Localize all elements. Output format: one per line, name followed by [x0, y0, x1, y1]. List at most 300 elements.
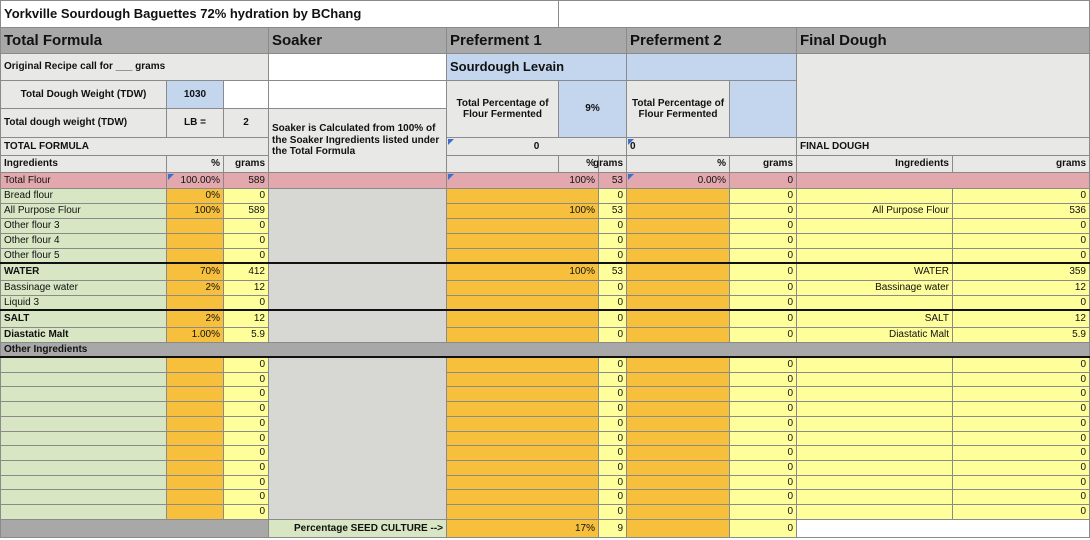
ingredient-grams[interactable]	[223, 327, 269, 343]
pf2-total-flour-pct[interactable]	[626, 172, 730, 189]
pf2-ingredient-pct[interactable]	[626, 327, 730, 343]
fd-other-grams[interactable]	[952, 372, 1090, 387]
tdw-lb-value-text: 2	[243, 117, 249, 129]
ingredient-label	[0, 327, 167, 343]
fd-other-label[interactable]	[796, 460, 953, 476]
pf1-ingredient-grams-text: 0	[617, 297, 623, 309]
pf2-other-pct[interactable]	[626, 372, 730, 387]
fd-hdr-ingredients	[796, 155, 953, 173]
other-ingredient-pct[interactable]	[166, 475, 224, 490]
fd-other-label[interactable]	[796, 386, 953, 402]
other-ingredient-label[interactable]	[0, 475, 167, 490]
pf2-other-grams[interactable]	[729, 386, 797, 402]
ingredient-pct[interactable]	[166, 203, 224, 219]
pf2-ingredient-grams-text: 0	[787, 190, 793, 202]
tdw-lb-unit-text: LB =	[184, 117, 206, 129]
pf1-other-grams[interactable]	[598, 401, 627, 417]
soaker-blank-b[interactable]	[268, 80, 447, 109]
other-ingredients-label-text: Other Ingredients	[4, 344, 88, 356]
pf2-other-grams-text: 0	[787, 432, 793, 444]
fd-other-label[interactable]	[796, 431, 953, 446]
ingredient-grams-text: 12	[253, 313, 265, 325]
hdr-grams	[223, 155, 269, 173]
total-flour-grams-text: 589	[248, 174, 265, 186]
fd-ingredient-label	[796, 203, 953, 219]
pf1-ingredient-grams[interactable]	[598, 218, 627, 234]
fd-hdr-grams-text: grams	[1055, 158, 1086, 170]
ingredient-label	[0, 263, 167, 281]
pf1-other-pct[interactable]	[446, 445, 599, 461]
fd-other-grams[interactable]	[952, 460, 1090, 476]
seed-culture-grams-text: 9	[617, 522, 623, 534]
pf1-other-pct[interactable]	[446, 401, 599, 417]
other-ingredient-label[interactable]	[0, 460, 167, 476]
other-ingredient-label[interactable]	[0, 357, 167, 373]
pf1-ingredient-pct[interactable]	[446, 327, 599, 343]
section-preferment-1[interactable]	[446, 27, 627, 54]
total-flour-grams[interactable]	[223, 172, 269, 189]
section-soaker[interactable]	[268, 27, 447, 54]
pf2-other-grams-text: 0	[787, 476, 793, 488]
pf1-other-grams[interactable]	[598, 504, 627, 520]
soaker-body[interactable]	[268, 188, 447, 358]
pf1-other-grams[interactable]	[598, 416, 627, 432]
soaker-note	[268, 108, 447, 173]
pf2-ingredient-grams[interactable]	[729, 280, 797, 296]
pf2-other-grams-text: 0	[787, 462, 793, 474]
pf1-ingredient-pct[interactable]	[446, 280, 599, 296]
fd-other-grams-text: 0	[1080, 403, 1086, 415]
ingredient-label-text: All Purpose Flour	[4, 205, 81, 217]
section-final-dough[interactable]	[796, 27, 1090, 54]
total-flour-pct[interactable]	[166, 172, 224, 189]
other-ingredient-pct[interactable]	[166, 357, 224, 373]
fd-other-label[interactable]	[796, 357, 953, 373]
other-ingredient-pct[interactable]	[166, 372, 224, 387]
pf1-other-pct[interactable]	[446, 372, 599, 387]
ingredient-grams[interactable]	[223, 280, 269, 296]
pf2-other-grams-text: 0	[787, 373, 793, 385]
pf2-ingredient-pct[interactable]	[626, 310, 730, 328]
pf1-other-grams-text: 0	[617, 432, 623, 444]
other-ingredient-pct[interactable]	[166, 416, 224, 432]
section-final-dough-text: Final Dough	[800, 31, 887, 49]
pf2-ingredient-grams[interactable]	[729, 233, 797, 249]
pf1-total-flour-pct[interactable]	[446, 172, 599, 189]
other-ingredient-label[interactable]	[0, 416, 167, 432]
pf1-ingredient-grams-text: 0	[617, 190, 623, 202]
pf2-ingredient-pct[interactable]	[626, 218, 730, 234]
pf2-other-pct[interactable]	[626, 386, 730, 402]
fd-other-grams-text: 0	[1080, 418, 1086, 430]
fd-ingredient-label	[796, 310, 953, 328]
other-ingredient-pct[interactable]	[166, 401, 224, 417]
pf2-other-pct[interactable]	[626, 401, 730, 417]
tdw-lb-value[interactable]	[223, 108, 269, 138]
other-ingredient-grams[interactable]	[223, 386, 269, 402]
pf1-ingredient-pct[interactable]	[446, 263, 599, 281]
other-ingredient-grams-text: 0	[259, 403, 265, 415]
tdw-input-text: 1030	[183, 88, 207, 100]
pf2-other-grams[interactable]	[729, 416, 797, 432]
pf2-hdr-pct	[626, 155, 730, 173]
other-ingredient-label[interactable]	[0, 504, 167, 520]
pf2-other-grams[interactable]	[729, 445, 797, 461]
pf2-ingredient-grams-text: 0	[787, 220, 793, 232]
pf1-ingredient-grams-text: 0	[617, 329, 623, 341]
fd-ingredient-grams[interactable]	[952, 263, 1090, 281]
pf1-other-grams[interactable]	[598, 386, 627, 402]
ingredient-label	[0, 188, 167, 204]
other-ingredient-pct[interactable]	[166, 445, 224, 461]
fd-other-grams-text: 0	[1080, 373, 1086, 385]
pf1-other-pct[interactable]	[446, 357, 599, 373]
pf2-other-pct[interactable]	[626, 489, 730, 505]
fd-other-grams-text: 0	[1080, 476, 1086, 488]
pf2-ingredient-pct[interactable]	[626, 233, 730, 249]
fd-other-grams[interactable]	[952, 386, 1090, 402]
pf1-other-grams-text: 0	[617, 403, 623, 415]
pf2-other-grams-text: 0	[787, 359, 793, 371]
other-ingredient-grams-text: 0	[259, 359, 265, 371]
pf2-ingredient-grams[interactable]	[729, 310, 797, 328]
fd-other-grams[interactable]	[952, 475, 1090, 490]
pf2-other-pct[interactable]	[626, 460, 730, 476]
fd-other-grams[interactable]	[952, 357, 1090, 373]
section-total-formula[interactable]	[0, 27, 269, 54]
pf2-other-pct[interactable]	[626, 475, 730, 490]
fd-other-label[interactable]	[796, 401, 953, 417]
tdw-label	[0, 80, 167, 109]
pf1-other-grams[interactable]	[598, 460, 627, 476]
other-ingredient-grams[interactable]	[223, 475, 269, 490]
pf1-ingredient-pct[interactable]	[446, 233, 599, 249]
pf2-ingredient-grams[interactable]	[729, 203, 797, 219]
other-ingredient-label[interactable]	[0, 386, 167, 402]
fd-other-label[interactable]	[796, 504, 953, 520]
pf1-ingredient-grams[interactable]	[598, 280, 627, 296]
fd-hdr-ingredients-text: Ingredients	[895, 158, 949, 170]
other-ingredient-grams[interactable]	[223, 372, 269, 387]
fd-ingredient-grams-text: 0	[1080, 250, 1086, 262]
fd-ingredient-grams[interactable]	[952, 233, 1090, 249]
pf2-ingredient-grams[interactable]	[729, 327, 797, 343]
sourdough-levain-label[interactable]	[446, 53, 627, 81]
pf2-ingredient-grams[interactable]	[729, 263, 797, 281]
pf1-ingredient-grams[interactable]	[598, 233, 627, 249]
pf1-total-pct-input[interactable]	[558, 80, 627, 138]
pf2-total-pct-input[interactable]	[729, 80, 797, 138]
other-ingredient-grams[interactable]	[223, 445, 269, 461]
pf2-ingredient-grams-text: 0	[787, 282, 793, 294]
pf2-ingredient-grams-text: 0	[787, 266, 793, 278]
pf1-ingredient-grams[interactable]	[598, 327, 627, 343]
ingredient-pct[interactable]	[166, 310, 224, 328]
ingredient-label-text: Bassinage water	[4, 282, 78, 294]
seed-culture-label-text: Percentage SEED CULTURE -->	[293, 522, 443, 534]
fd-ingredient-label	[796, 327, 953, 343]
pf2-other-grams[interactable]	[729, 401, 797, 417]
other-ingredient-pct[interactable]	[166, 504, 224, 520]
pf2-total-flour-grams[interactable]	[729, 172, 797, 189]
hdr-pct	[166, 155, 224, 173]
fd-ingredient-label-text: Bassinage water	[875, 282, 949, 294]
pf1-other-grams-text: 0	[617, 491, 623, 503]
other-ingredient-grams[interactable]	[223, 401, 269, 417]
section-preferment-2[interactable]	[626, 27, 797, 54]
ingredient-grams-text: 12	[253, 282, 265, 294]
fd-ingredient-label-text: All Purpose Flour	[872, 205, 949, 217]
ingredient-grams[interactable]	[223, 233, 269, 249]
fd-ingredient-label	[796, 188, 953, 204]
tdw-blank[interactable]	[223, 80, 269, 109]
other-ingredient-pct[interactable]	[166, 489, 224, 505]
ingredient-pct[interactable]	[166, 233, 224, 249]
pf1-other-pct[interactable]	[446, 489, 599, 505]
comment-indicator-icon	[168, 174, 174, 180]
ingredient-pct[interactable]	[166, 188, 224, 204]
pf2-ingredient-grams-text: 0	[787, 297, 793, 309]
pf1-ingredient-grams[interactable]	[598, 263, 627, 281]
pf2-ingredient-grams-text: 0	[787, 250, 793, 262]
fd-ingredient-label-text: WATER	[914, 266, 949, 278]
pf1-other-grams[interactable]	[598, 372, 627, 387]
fd-other-label[interactable]	[796, 416, 953, 432]
fd-other-grams[interactable]	[952, 445, 1090, 461]
tdw-input[interactable]	[166, 80, 224, 109]
other-ingredient-grams[interactable]	[223, 416, 269, 432]
ingredient-pct[interactable]	[166, 263, 224, 281]
ingredient-grams[interactable]	[223, 218, 269, 234]
fd-hdr-grams	[952, 155, 1090, 173]
section-total-formula-text: Total Formula	[4, 31, 103, 49]
pf1-other-pct[interactable]	[446, 460, 599, 476]
pf2-other-grams[interactable]	[729, 431, 797, 446]
pf2-other-pct[interactable]	[626, 357, 730, 373]
pf1-ingredient-grams-text: 53	[611, 205, 623, 217]
soaker-total-flour[interactable]	[268, 172, 447, 189]
other-ingredient-label[interactable]	[0, 445, 167, 461]
ingredient-grams-text: 0	[259, 190, 265, 202]
fd-ingredient-grams-text: 12	[1074, 313, 1086, 325]
pf1-other-grams-text: 0	[617, 388, 623, 400]
pf2-ingredient-pct[interactable]	[626, 203, 730, 219]
ingredient-grams[interactable]	[223, 310, 269, 328]
pf2-seed-grams-text: 0	[787, 522, 793, 534]
original-recipe-label[interactable]	[0, 53, 269, 81]
other-ingredient-grams[interactable]	[223, 460, 269, 476]
ingredient-label	[0, 310, 167, 328]
fd-other-grams-text: 0	[1080, 447, 1086, 459]
blank-title-right[interactable]	[558, 0, 1090, 28]
other-ingredient-pct[interactable]	[166, 460, 224, 476]
other-ingredient-grams[interactable]	[223, 489, 269, 505]
pf1-ingredient-pct[interactable]	[446, 203, 599, 219]
other-ingredient-grams-text: 0	[259, 432, 265, 444]
other-ingredient-label[interactable]	[0, 489, 167, 505]
pf2-other-grams-text: 0	[787, 491, 793, 503]
ingredient-pct[interactable]	[166, 327, 224, 343]
fd-seed-blank[interactable]	[796, 519, 1090, 538]
pf1-total-flour-pct-text: 100%	[569, 174, 595, 186]
pf1-other-pct[interactable]	[446, 475, 599, 490]
other-ingredient-label[interactable]	[0, 372, 167, 387]
hdr-ingredients	[0, 155, 167, 173]
other-ingredient-grams-text: 0	[259, 462, 265, 474]
sheet-title[interactable]	[0, 0, 559, 28]
other-ingredient-label[interactable]	[0, 431, 167, 446]
pf2-other-pct[interactable]	[626, 431, 730, 446]
ingredient-grams[interactable]	[223, 203, 269, 219]
ingredient-pct-text: 1.00%	[191, 329, 220, 341]
pf2-seed-grams[interactable]	[729, 519, 797, 538]
pf1-ingredient-pct[interactable]	[446, 188, 599, 204]
pf2-other-grams[interactable]	[729, 372, 797, 387]
pf2-other-pct[interactable]	[626, 416, 730, 432]
pf1-ingredient-pct[interactable]	[446, 310, 599, 328]
total-flour-label	[0, 172, 167, 189]
pf2-ingredient-pct[interactable]	[626, 263, 730, 281]
pf1-other-grams-text: 0	[617, 506, 623, 518]
fd-ingredient-label	[796, 233, 953, 249]
other-ingredient-pct[interactable]	[166, 386, 224, 402]
fd-other-grams[interactable]	[952, 489, 1090, 505]
pf2-other-pct[interactable]	[626, 504, 730, 520]
section-divider	[0, 356, 1090, 358]
fd-ingredient-grams[interactable]	[952, 310, 1090, 328]
pf2-other-grams[interactable]	[729, 489, 797, 505]
ingredient-label	[0, 233, 167, 249]
other-ingredient-grams-text: 0	[259, 447, 265, 459]
fd-other-grams[interactable]	[952, 431, 1090, 446]
soaker-note-text: Soaker is Calculated from 100% of the Soaker Ingredients listed under the Total Formula	[272, 123, 440, 158]
pf2-other-grams[interactable]	[729, 504, 797, 520]
sourdough-levain-label-text: Sourdough Levain	[450, 58, 565, 74]
pf1-other-grams[interactable]	[598, 475, 627, 490]
soaker-other-body[interactable]	[268, 357, 447, 520]
soaker-blank-a[interactable]	[268, 53, 447, 81]
pf1-total-flour-grams[interactable]	[598, 172, 627, 189]
pf1-other-grams-text: 0	[617, 359, 623, 371]
pf1-other-pct[interactable]	[446, 431, 599, 446]
fd-other-label[interactable]	[796, 475, 953, 490]
ingredient-pct-text: 100%	[194, 205, 220, 217]
other-ingredient-grams-text: 0	[259, 373, 265, 385]
pf2-other-pct[interactable]	[626, 445, 730, 461]
pf2-other-grams[interactable]	[729, 460, 797, 476]
other-ingredient-grams[interactable]	[223, 504, 269, 520]
fd-ingredient-grams[interactable]	[952, 218, 1090, 234]
ingredient-label-text: SALT	[4, 313, 30, 325]
pf1-hdr-blank[interactable]	[446, 155, 559, 173]
ingredient-pct-text: 0%	[205, 190, 220, 202]
section-divider	[0, 262, 1090, 264]
fd-total-flour[interactable]	[796, 172, 1090, 189]
fd-other-grams[interactable]	[952, 504, 1090, 520]
pf1-ingredient-pct[interactable]	[446, 218, 599, 234]
fd-ingredient-label	[796, 218, 953, 234]
pf2-hdr-grams	[729, 155, 797, 173]
fd-other-grams[interactable]	[952, 401, 1090, 417]
pf1-other-pct[interactable]	[446, 386, 599, 402]
seed-culture-pct[interactable]	[446, 519, 599, 538]
pf1-other-grams[interactable]	[598, 489, 627, 505]
pf1-ingredient-grams[interactable]	[598, 310, 627, 328]
pf2-seed-pct[interactable]	[626, 519, 730, 538]
pf2-levain-blank[interactable]	[626, 53, 797, 81]
pf2-other-grams[interactable]	[729, 357, 797, 373]
pf2-total-pct-label	[626, 80, 730, 138]
other-ingredient-pct[interactable]	[166, 431, 224, 446]
pf1-other-grams[interactable]	[598, 431, 627, 446]
ingredient-grams-text: 0	[259, 220, 265, 232]
pf2-total-flour-pct-text: 0.00%	[697, 174, 726, 186]
pf2-ingredient-grams[interactable]	[729, 218, 797, 234]
fd-other-label[interactable]	[796, 372, 953, 387]
ingredient-grams-text: 0	[259, 250, 265, 262]
pf1-other-pct[interactable]	[446, 416, 599, 432]
pf1-other-pct[interactable]	[446, 504, 599, 520]
comment-indicator-icon	[448, 139, 454, 145]
other-ingredient-grams[interactable]	[223, 357, 269, 373]
pf2-ingredient-grams[interactable]	[729, 188, 797, 204]
pf1-zero[interactable]	[446, 137, 627, 156]
ingredient-grams[interactable]	[223, 188, 269, 204]
other-ingredient-grams[interactable]	[223, 431, 269, 446]
seed-culture-blank[interactable]	[0, 519, 269, 538]
ingredient-label-text: Bread flour	[4, 190, 53, 202]
comment-indicator-icon	[628, 174, 634, 180]
ingredient-pct[interactable]	[166, 218, 224, 234]
fd-ingredient-grams[interactable]	[952, 327, 1090, 343]
final-dough-label	[796, 137, 1090, 156]
pf2-ingredient-pct[interactable]	[626, 188, 730, 204]
pf2-ingredient-grams-text: 0	[787, 205, 793, 217]
fd-ingredient-grams[interactable]	[952, 280, 1090, 296]
comment-indicator-icon	[448, 174, 454, 180]
fd-ingredient-grams[interactable]	[952, 203, 1090, 219]
ingredient-grams[interactable]	[223, 263, 269, 281]
other-ingredient-label[interactable]	[0, 401, 167, 417]
sheet-title-text: Yorkville Sourdough Baguettes 72% hydration by BChang	[4, 5, 362, 21]
pf2-ingredient-pct[interactable]	[626, 280, 730, 296]
final-dough-label-text: FINAL DOUGH	[800, 140, 870, 152]
pf1-total-pct-input-text: 9%	[585, 103, 600, 115]
ingredient-grams-text: 0	[259, 235, 265, 247]
ingredient-label-text: Other flour 5	[4, 250, 60, 262]
total-flour-label-text: Total Flour	[4, 174, 51, 186]
fd-other-label[interactable]	[796, 445, 953, 461]
pf1-hdr-grams	[592, 155, 627, 173]
other-ingredient-grams-text: 0	[259, 491, 265, 503]
ingredient-pct[interactable]	[166, 280, 224, 296]
fd-other-grams[interactable]	[952, 416, 1090, 432]
pf1-ingredient-grams[interactable]	[598, 188, 627, 204]
pf2-zero[interactable]	[626, 137, 797, 156]
total-formula-label-text: TOTAL FORMULA	[4, 140, 89, 152]
seed-culture-grams[interactable]	[598, 519, 627, 538]
fd-ingredient-grams[interactable]	[952, 188, 1090, 204]
ingredient-label-text: Other flour 3	[4, 220, 60, 232]
pf1-other-grams[interactable]	[598, 357, 627, 373]
pf1-other-grams[interactable]	[598, 445, 627, 461]
comment-indicator-icon	[628, 139, 634, 145]
final-dough-top-blank[interactable]	[796, 53, 1090, 138]
pf2-other-grams[interactable]	[729, 475, 797, 490]
fd-ingredient-label	[796, 263, 953, 281]
fd-other-label[interactable]	[796, 489, 953, 505]
pf1-ingredient-grams[interactable]	[598, 203, 627, 219]
